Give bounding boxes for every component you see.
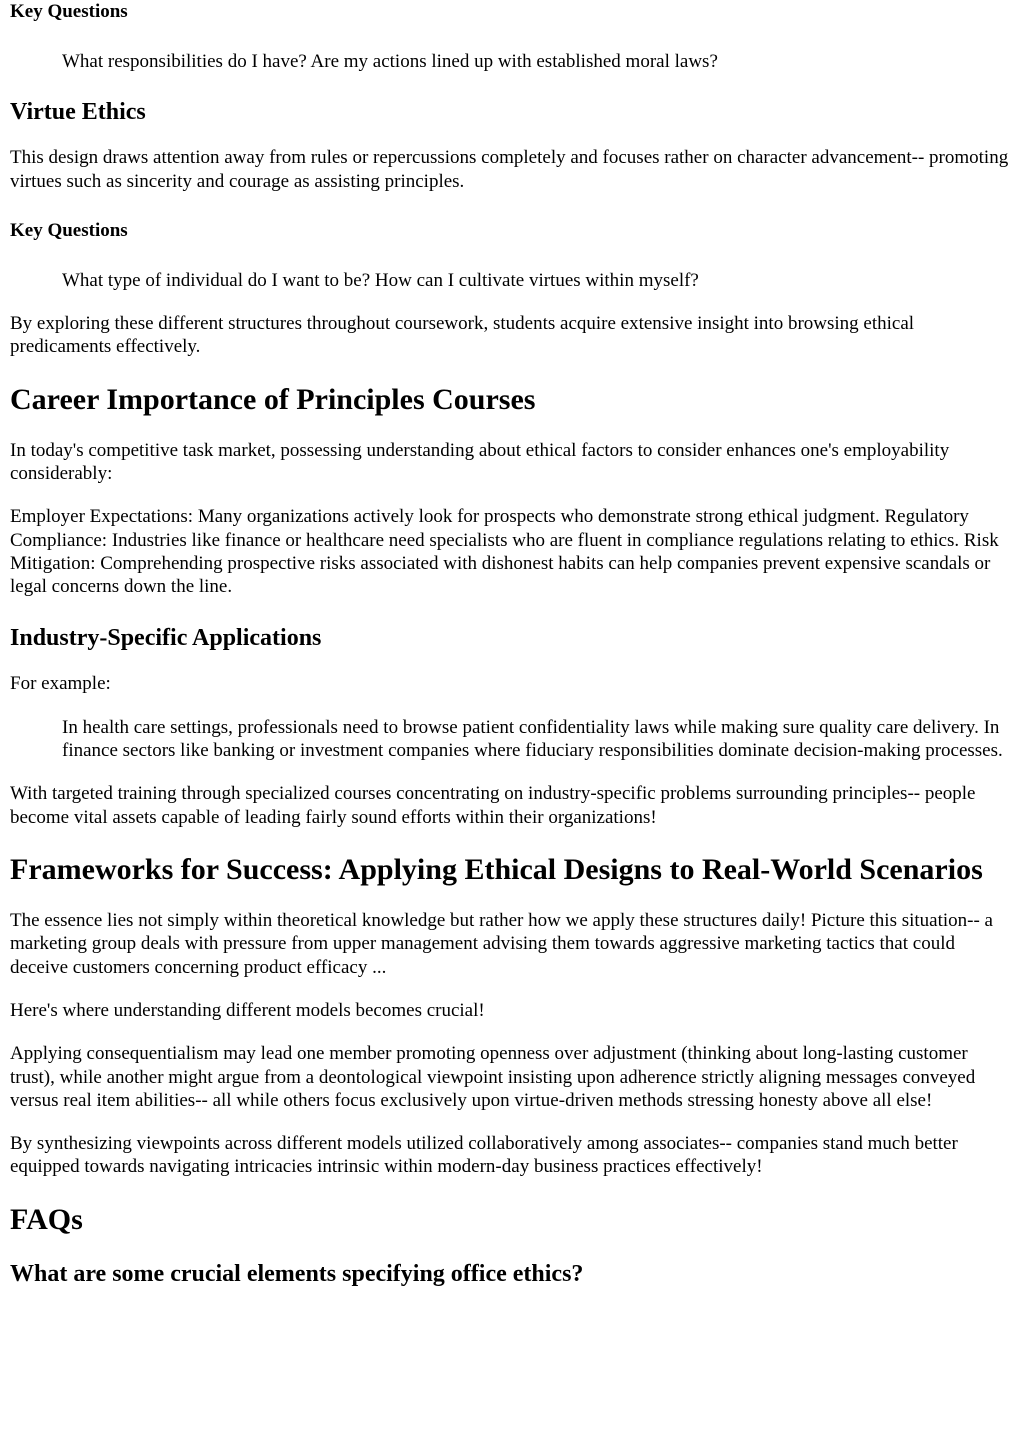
frameworks-success-heading: Frameworks for Success: Applying Ethical Designs to Real-World Scenarios <box>10 853 983 887</box>
key-questions-heading: Key Questions <box>10 1 128 22</box>
frameworks-success-paragraph-2: Here's where understanding different models becomes crucial! <box>10 999 485 1021</box>
industry-intro-text: For example: <box>10 672 111 694</box>
frameworks-summary-paragraph: By exploring these different structures throughout coursework, students acquire extensive insight into browsing ethical predicaments effectively. <box>10 313 915 358</box>
industry-quote: In health care settings, professionals need to browse patient confidentiality laws while making sure quality care delivery. In finance sectors like banking or investment companies where fiduciary responsibilities dominate decision-making processes. <box>62 716 1003 762</box>
article-content <box>10 0 1014 1288</box>
industry-conclusion-paragraph: With targeted training through specialized courses concentrating on industry-specific problems surrounding principles-- people become vital assets capable of leading fairly sound efforts within their organizations! <box>10 783 976 828</box>
career-points-paragraph: Employer Expectations: Many organizations actively look for prospects who demonstrate strong ethical judgment. Regulatory Compliance: Industries like finance or healthcare need specialists who are fluent in compliance regulations relating to ethics. Risk Mitigation: Comprehending prospective risks associated with dishonest habits can help companies prevent expensive scandals or legal concerns down the line. <box>10 506 999 598</box>
virtue-ethics-heading: Virtue Ethics <box>10 99 146 126</box>
frameworks-success-paragraph-4: By synthesizing viewpoints across different models utilized collaboratively among associates-- companies stand much better equipped towards navigating intricacies intrinsic within modern-day business practices effectively! <box>10 1133 958 1178</box>
faqs-heading: FAQs <box>10 1202 83 1236</box>
key-questions-quote: What responsibilities do I have? Are my actions lined up with established moral laws? <box>62 51 718 72</box>
faq-question: What are some crucial elements specifying office ethics? <box>10 1260 584 1287</box>
frameworks-success-paragraph-3: Applying consequentialism may lead one member promoting openness over adjustment (thinking about long-lasting customer trust), while another might argue from a deontological viewpoint insisting upon adherence strictly aligning messages conveyed versus real item abilities-- all while others focus exclusively upon virtue-driven methods stressing honesty above all else! <box>10 1043 976 1111</box>
virtue-ethics-paragraph: This design draws attention away from rules or repercussions completely and focuses rather on character advancement-- promoting virtues such as sincerity and courage as assisting principles. <box>10 147 1009 192</box>
industry-applications-heading: Industry-Specific Applications <box>10 624 322 651</box>
frameworks-success-paragraph-1: The essence lies not simply within theoretical knowledge but rather how we apply these structures daily! Picture this situation-- a marketing group deals with pressure from upper management advising them towards aggressive marketing tactics that could deceive customers concerning product efficacy ... <box>10 910 993 978</box>
career-importance-heading: Career Importance of Principles Courses <box>10 382 536 416</box>
career-intro-paragraph: In today's competitive task market, possessing understanding about ethical factors to consider enhances one's employability considerably: <box>10 439 950 485</box>
key-questions-quote: What type of individual do I want to be? How can I cultivate virtues within myself? <box>62 269 699 291</box>
key-questions-heading: Key Questions <box>10 219 128 241</box>
